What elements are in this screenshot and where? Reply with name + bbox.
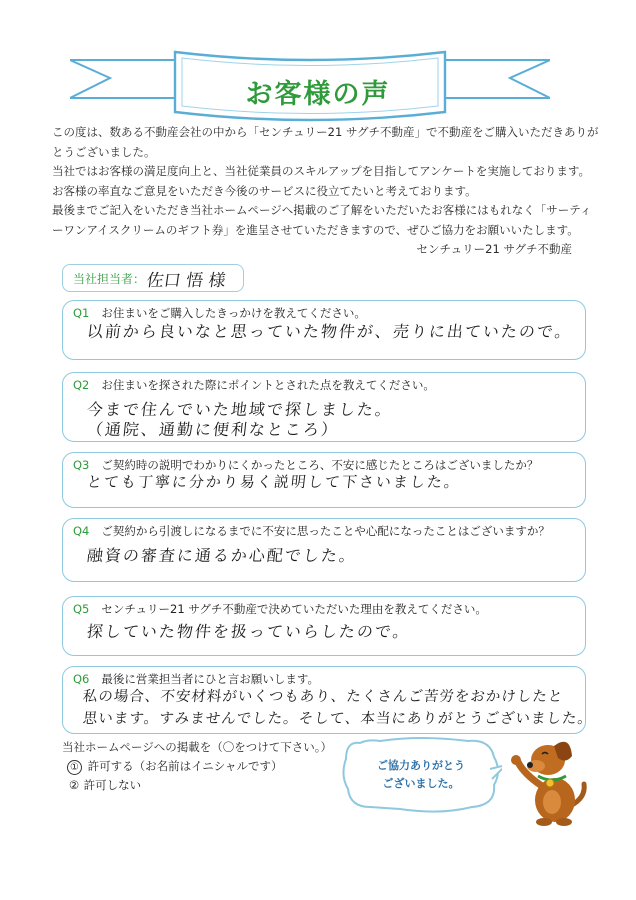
- consent-option-label: 許可しない: [83, 778, 142, 792]
- question-number: Q6: [73, 672, 90, 686]
- consent-heading: 当社ホームページへの掲載を（〇をつけて下さい。）: [62, 740, 333, 754]
- question-number: Q2: [73, 378, 90, 392]
- answer-line: とても丁寧に分かり易く説明して下さいました。: [86, 473, 462, 491]
- question-box-q2: [62, 372, 586, 442]
- consent-option-allow[interactable]: [62, 757, 362, 776]
- consent-option-label: 許可する（お名前はイニシャルです）: [87, 759, 283, 773]
- question-text: ご契約から引渡しになるまでに不安に思ったことや心配になったことはございますか？: [101, 524, 550, 538]
- question-box-q5: [62, 596, 586, 656]
- question-box-q3: [62, 452, 586, 508]
- answer-line: 今まで住んでいた地域で探しました。: [85, 400, 394, 419]
- question-box-q4: [62, 518, 586, 582]
- answer-line: 私の場合、不安材料がいくつもあり、たくさんご苦労をおかけしたと: [82, 689, 565, 705]
- choice-mark: ②: [68, 778, 80, 792]
- circled-choice-mark: ①: [67, 760, 82, 775]
- intro-paragraph: お客様の率直なご意見をいただき今後のサービスに役立てたいと考えております。: [52, 183, 477, 198]
- question-number: Q3: [73, 458, 90, 472]
- thank-you-message: [340, 757, 502, 793]
- question-box-q6: [62, 666, 594, 734]
- answer-line: 以前から良いなと思っていた物件が、売りに出ていたので。: [85, 322, 574, 341]
- company-signature: センチュリー21 サグチ不動産: [416, 242, 572, 256]
- intro-text: [40, 123, 600, 260]
- question-box-q1: [62, 300, 586, 360]
- question-number: Q5: [73, 602, 90, 616]
- answer-line: （通院、通勤に便利なところ）: [85, 420, 340, 439]
- intro-paragraph: この度は、数ある不動産会社の中から「センチュリー21 サグチ不動産」で不動産をご購入いただきありがとうございました。: [52, 125, 599, 159]
- question-number: Q4: [73, 524, 90, 538]
- question-text: ご契約時の説明でわかりにくかったところ、不安に感じたところはございましたか？: [101, 458, 539, 472]
- question-text: センチュリー21 サグチ不動産で決めていただいた理由を教えてください。: [101, 602, 487, 616]
- consent-section: [62, 738, 362, 795]
- intro-paragraph: 当社ではお客様の満足度向上と、当社従業員のスキルアップを目指してアンケートを実施しております。: [52, 164, 590, 178]
- staff-name: 佐口 悟 様: [145, 271, 227, 291]
- thank-you-line: ご協力ありがとう: [377, 759, 465, 772]
- answer-line: 融資の審査に通るか心配でした。: [85, 546, 358, 565]
- answer-line: 思います。すみませんでした。そして、本当にありがとうございました。: [82, 711, 594, 727]
- question-text: お住まいを探された際にポイントとされた点を教えてください。: [101, 378, 435, 392]
- answer-line: 探していた物件を扱っていらしたので。: [85, 622, 412, 641]
- staff-field: [62, 264, 244, 292]
- intro-paragraph: 最後までご記入をいただき当社ホームページへ掲載のご了解をいただいたお客様にはもれなく「サーティーワンアイスクリームのギフト券」を進呈させていただきますので、ぜひご協力をお願いいたします。: [52, 203, 592, 237]
- dog-mascot-icon: [500, 728, 590, 828]
- question-number: Q1: [73, 306, 90, 320]
- page-title: お客様の声: [245, 79, 391, 110]
- staff-label: 当社担当者：: [73, 272, 146, 286]
- question-text: 最後に営業担当者にひと言お願いします。: [101, 672, 319, 686]
- thank-you-line: ございました。: [382, 777, 460, 790]
- consent-option-deny[interactable]: [62, 776, 362, 795]
- question-text: お住まいをご購入したきっかけを教えてください。: [101, 306, 366, 320]
